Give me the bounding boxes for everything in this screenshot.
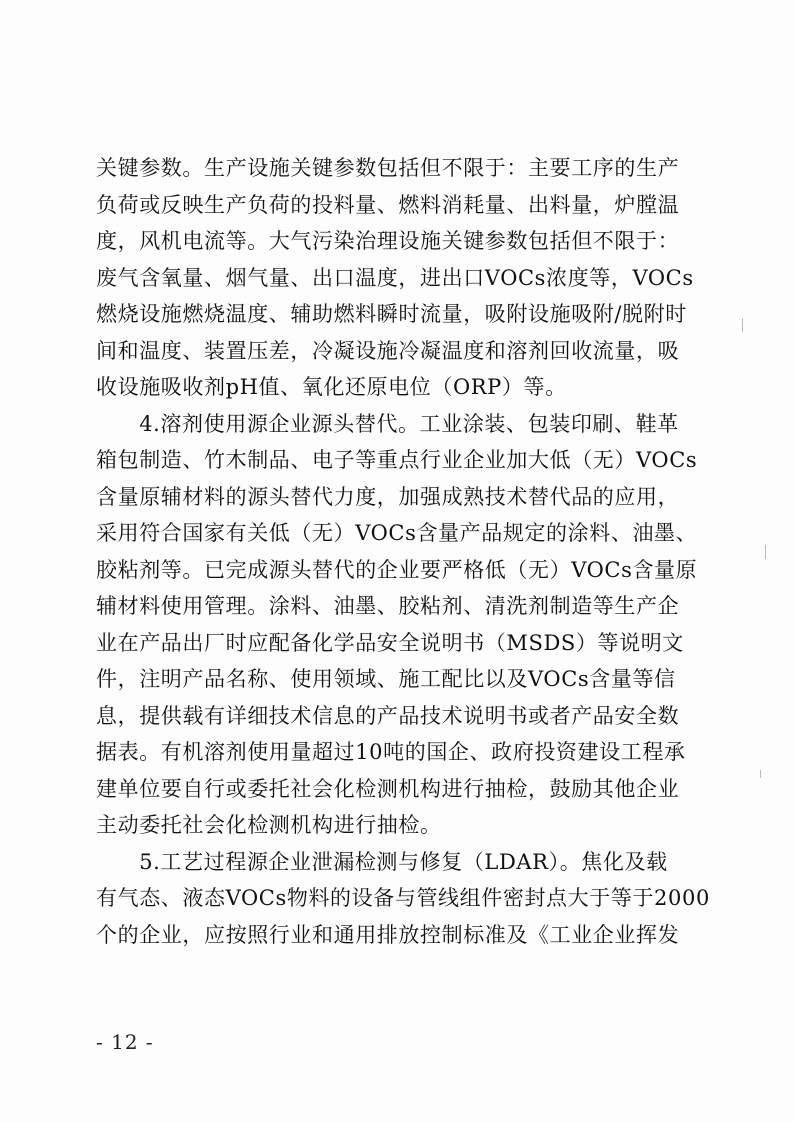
text-line: 主动委托社会化检测机构进行抽检。 bbox=[96, 813, 442, 837]
text-line: 有气态、液态VOCs物料的设备与管线组件密封点大于等于2000 bbox=[96, 886, 710, 910]
text-line: 个的企业，应按照行业和通用排放控制标准及《工业企业挥发 bbox=[96, 922, 680, 947]
text-line: 建单位要自行或委托社会化检测机构进行抽检，鼓励其他企业 bbox=[96, 776, 680, 801]
text-line: 燃烧设施燃烧温度、辅助燃料瞬时流量，吸附设施吸附/脱附时 bbox=[96, 302, 687, 326]
text-line: 度，风机电流等。大气污染治理设施关键参数包括但不限于： bbox=[96, 229, 680, 253]
text-line: 辅材料使用管理。涂料、油墨、胶粘剂、清洗剂制造等生产企 bbox=[96, 594, 680, 618]
page-number: - 12 - bbox=[96, 1030, 154, 1054]
text-line: 4.溶剂使用源企业源头替代。工业涂装、包装印刷、鞋革 bbox=[96, 411, 679, 436]
text-line: 含量原辅材料的源头替代力度，加强成熟技术替代品的应用， bbox=[96, 484, 680, 509]
body-text bbox=[96, 150, 710, 953]
scan-mark bbox=[742, 318, 743, 332]
text-line: 据表。有机溶剂使用量超过10吨的国企、政府投资建设工程承 bbox=[96, 740, 686, 764]
text-line: 息，提供载有详细技术信息的产品技术说明书或者产品安全数 bbox=[96, 703, 680, 728]
text-line: 箱包制造、竹木制品、电子等重点行业企业加大低（无）VOCs bbox=[96, 448, 698, 472]
text-line: 收设施吸收剂pH值、氧化还原电位（ORP）等。 bbox=[96, 375, 567, 399]
scan-mark bbox=[765, 545, 766, 559]
scan-mark bbox=[760, 770, 761, 778]
text-line: 件，注明产品名称、使用领域、施工配比以及VOCs含量等信 bbox=[96, 667, 676, 691]
text-line: 间和温度、装置压差，冷凝设施冷凝温度和溶剂回收流量，吸 bbox=[96, 338, 680, 363]
text-line: 5.工艺过程源企业泄漏检测与修复（LDAR）。焦化及载 bbox=[96, 849, 668, 874]
text-line: 胶粘剂等。已完成源头替代的企业要严格低（无）VOCs含量原 bbox=[96, 557, 698, 582]
text-line: 关键参数。生产设施关键参数包括但不限于：主要工序的生产 bbox=[96, 156, 680, 180]
text-line: 废气含氧量、烟气量、出口温度，进出口VOCs浓度等，VOCs bbox=[96, 265, 694, 290]
text-line: 采用符合国家有关低（无）VOCs含量产品规定的涂料、油墨、 bbox=[96, 521, 698, 545]
text-line: 负荷或反映生产负荷的投料量、燃料消耗量、出料量，炉膛温 bbox=[96, 192, 680, 217]
text-line: 业在产品出厂时应配备化学品安全说明书（MSDS）等说明文 bbox=[96, 630, 684, 655]
